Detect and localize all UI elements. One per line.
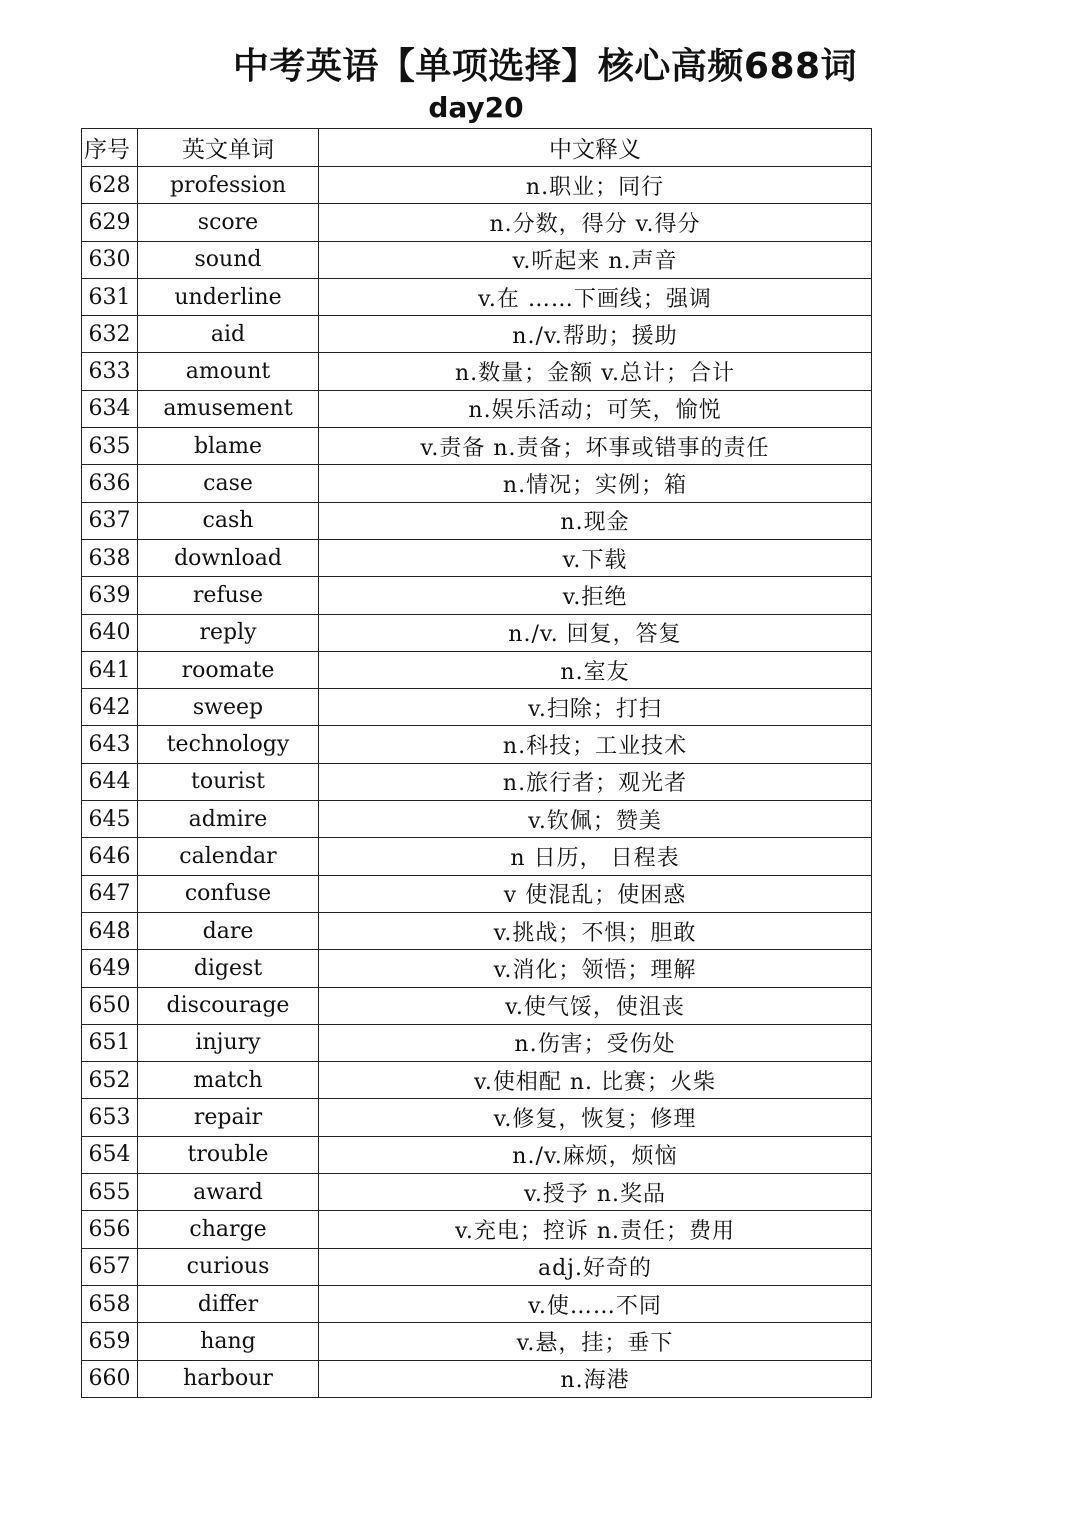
row-meaning: v.下载: [319, 539, 872, 576]
row-meaning: adj.好奇的: [319, 1248, 872, 1285]
row-meaning: n.娱乐活动；可笑，愉悦: [319, 390, 872, 427]
table-row: [82, 801, 872, 838]
row-word: amusement: [138, 390, 319, 427]
page-title: 中考英语【单项选择】核心高频688词: [232, 46, 858, 87]
row-meaning: v.修复，恢复；修理: [319, 1099, 872, 1136]
row-number: 629: [82, 204, 138, 241]
row-number: 654: [82, 1136, 138, 1173]
table-row: [82, 1323, 872, 1360]
row-number: 648: [82, 912, 138, 949]
row-meaning: v.授予 n.奖品: [319, 1174, 872, 1211]
row-meaning: n./v.麻烦，烦恼: [319, 1136, 872, 1173]
row-number: 652: [82, 1062, 138, 1099]
page-subtitle: day20: [428, 91, 524, 124]
row-meaning: v.听起来 n.声音: [319, 241, 872, 278]
table-row: [82, 1174, 872, 1211]
row-number: 657: [82, 1248, 138, 1285]
table-row: [82, 1062, 872, 1099]
row-word: curious: [138, 1248, 319, 1285]
row-word: roomate: [138, 651, 319, 688]
row-meaning: n./v.帮助；援助: [319, 316, 872, 353]
row-number: 653: [82, 1099, 138, 1136]
column-header-word: 英文单词: [138, 129, 319, 167]
row-word: trouble: [138, 1136, 319, 1173]
row-meaning: v.扫除；打扫: [319, 689, 872, 726]
vocabulary-table: [81, 128, 872, 1398]
table-row: [82, 1248, 872, 1285]
row-meaning: n.现金: [319, 502, 872, 539]
table-row: [82, 353, 872, 390]
row-word: download: [138, 539, 319, 576]
row-number: 639: [82, 577, 138, 614]
table-row: [82, 987, 872, 1024]
row-meaning: n.职业；同行: [319, 167, 872, 204]
row-meaning: n.情况；实例；箱: [319, 465, 872, 502]
table-row: [82, 167, 872, 204]
table-row: [82, 1211, 872, 1248]
row-meaning: v 使混乱；使困惑: [319, 875, 872, 912]
row-word: profession: [138, 167, 319, 204]
column-header-number: 序号: [82, 129, 138, 167]
row-word: differ: [138, 1285, 319, 1322]
table-row: [82, 726, 872, 763]
table-row: [82, 390, 872, 427]
row-number: 656: [82, 1211, 138, 1248]
row-word: sweep: [138, 689, 319, 726]
row-word: refuse: [138, 577, 319, 614]
row-number: 643: [82, 726, 138, 763]
row-number: 637: [82, 502, 138, 539]
table-row: [82, 1099, 872, 1136]
row-word: harbour: [138, 1360, 319, 1397]
row-meaning: n.海港: [319, 1360, 872, 1397]
table-row: [82, 502, 872, 539]
table-row: [82, 1285, 872, 1322]
row-word: technology: [138, 726, 319, 763]
row-meaning: v.使气馁，使沮丧: [319, 987, 872, 1024]
row-number: 660: [82, 1360, 138, 1397]
row-meaning: v.挑战；不惧；胆敢: [319, 912, 872, 949]
table-row: [82, 278, 872, 315]
row-meaning: n.分数，得分 v.得分: [319, 204, 872, 241]
row-meaning: n.室友: [319, 651, 872, 688]
table-row: [82, 614, 872, 651]
row-number: 644: [82, 763, 138, 800]
row-word: amount: [138, 353, 319, 390]
row-meaning: n.数量；金额 v.总计；合计: [319, 353, 872, 390]
row-word: dare: [138, 912, 319, 949]
table-row: [82, 1136, 872, 1173]
row-number: 655: [82, 1174, 138, 1211]
row-meaning: v.使……不同: [319, 1285, 872, 1322]
row-word: aid: [138, 316, 319, 353]
row-word: score: [138, 204, 319, 241]
table-row: [82, 1024, 872, 1061]
row-number: 646: [82, 838, 138, 875]
row-number: 640: [82, 614, 138, 651]
row-word: hang: [138, 1323, 319, 1360]
table-row: [82, 465, 872, 502]
table-row: [82, 316, 872, 353]
row-meaning: v.拒绝: [319, 577, 872, 614]
row-meaning: v.充电；控诉 n.责任；费用: [319, 1211, 872, 1248]
row-number: 641: [82, 651, 138, 688]
table-row: [82, 539, 872, 576]
table-row: [82, 651, 872, 688]
row-word: discourage: [138, 987, 319, 1024]
row-number: 632: [82, 316, 138, 353]
row-word: charge: [138, 1211, 319, 1248]
row-number: 638: [82, 539, 138, 576]
row-number: 634: [82, 390, 138, 427]
row-number: 645: [82, 801, 138, 838]
row-word: reply: [138, 614, 319, 651]
row-number: 636: [82, 465, 138, 502]
row-number: 633: [82, 353, 138, 390]
row-number: 659: [82, 1323, 138, 1360]
row-meaning: n.伤害；受伤处: [319, 1024, 872, 1061]
row-number: 647: [82, 875, 138, 912]
table-row: [82, 689, 872, 726]
row-word: injury: [138, 1024, 319, 1061]
table-row: [82, 428, 872, 465]
row-word: repair: [138, 1099, 319, 1136]
row-number: 635: [82, 428, 138, 465]
row-word: digest: [138, 950, 319, 987]
row-word: award: [138, 1174, 319, 1211]
row-meaning: n 日历， 日程表: [319, 838, 872, 875]
row-word: tourist: [138, 763, 319, 800]
row-meaning: n.旅行者；观光者: [319, 763, 872, 800]
row-number: 631: [82, 278, 138, 315]
table-row: [82, 950, 872, 987]
row-meaning: v.钦佩；赞美: [319, 801, 872, 838]
row-number: 650: [82, 987, 138, 1024]
row-word: admire: [138, 801, 319, 838]
row-meaning: n./v. 回复，答复: [319, 614, 872, 651]
row-word: blame: [138, 428, 319, 465]
table-row: [82, 577, 872, 614]
row-word: cash: [138, 502, 319, 539]
row-number: 658: [82, 1285, 138, 1322]
row-number: 628: [82, 167, 138, 204]
table-row: [82, 912, 872, 949]
row-number: 630: [82, 241, 138, 278]
row-meaning: v.使相配 n. 比赛；火柴: [319, 1062, 872, 1099]
row-word: calendar: [138, 838, 319, 875]
table-row: [82, 763, 872, 800]
table-row: [82, 204, 872, 241]
row-word: sound: [138, 241, 319, 278]
row-word: match: [138, 1062, 319, 1099]
table-row: [82, 241, 872, 278]
table-header-row: [82, 129, 872, 167]
column-header-meaning: 中文释义: [319, 129, 872, 167]
row-meaning: v.悬，挂；垂下: [319, 1323, 872, 1360]
table-row: [82, 838, 872, 875]
row-meaning: v.责备 n.责备；坏事或错事的责任: [319, 428, 872, 465]
table-row: [82, 1360, 872, 1397]
row-number: 649: [82, 950, 138, 987]
row-meaning: v.消化；领悟；理解: [319, 950, 872, 987]
row-word: underline: [138, 278, 319, 315]
row-meaning: n.科技；工业技术: [319, 726, 872, 763]
row-number: 651: [82, 1024, 138, 1061]
row-number: 642: [82, 689, 138, 726]
row-word: confuse: [138, 875, 319, 912]
table-row: [82, 875, 872, 912]
row-word: case: [138, 465, 319, 502]
row-meaning: v.在 ……下画线；强调: [319, 278, 872, 315]
